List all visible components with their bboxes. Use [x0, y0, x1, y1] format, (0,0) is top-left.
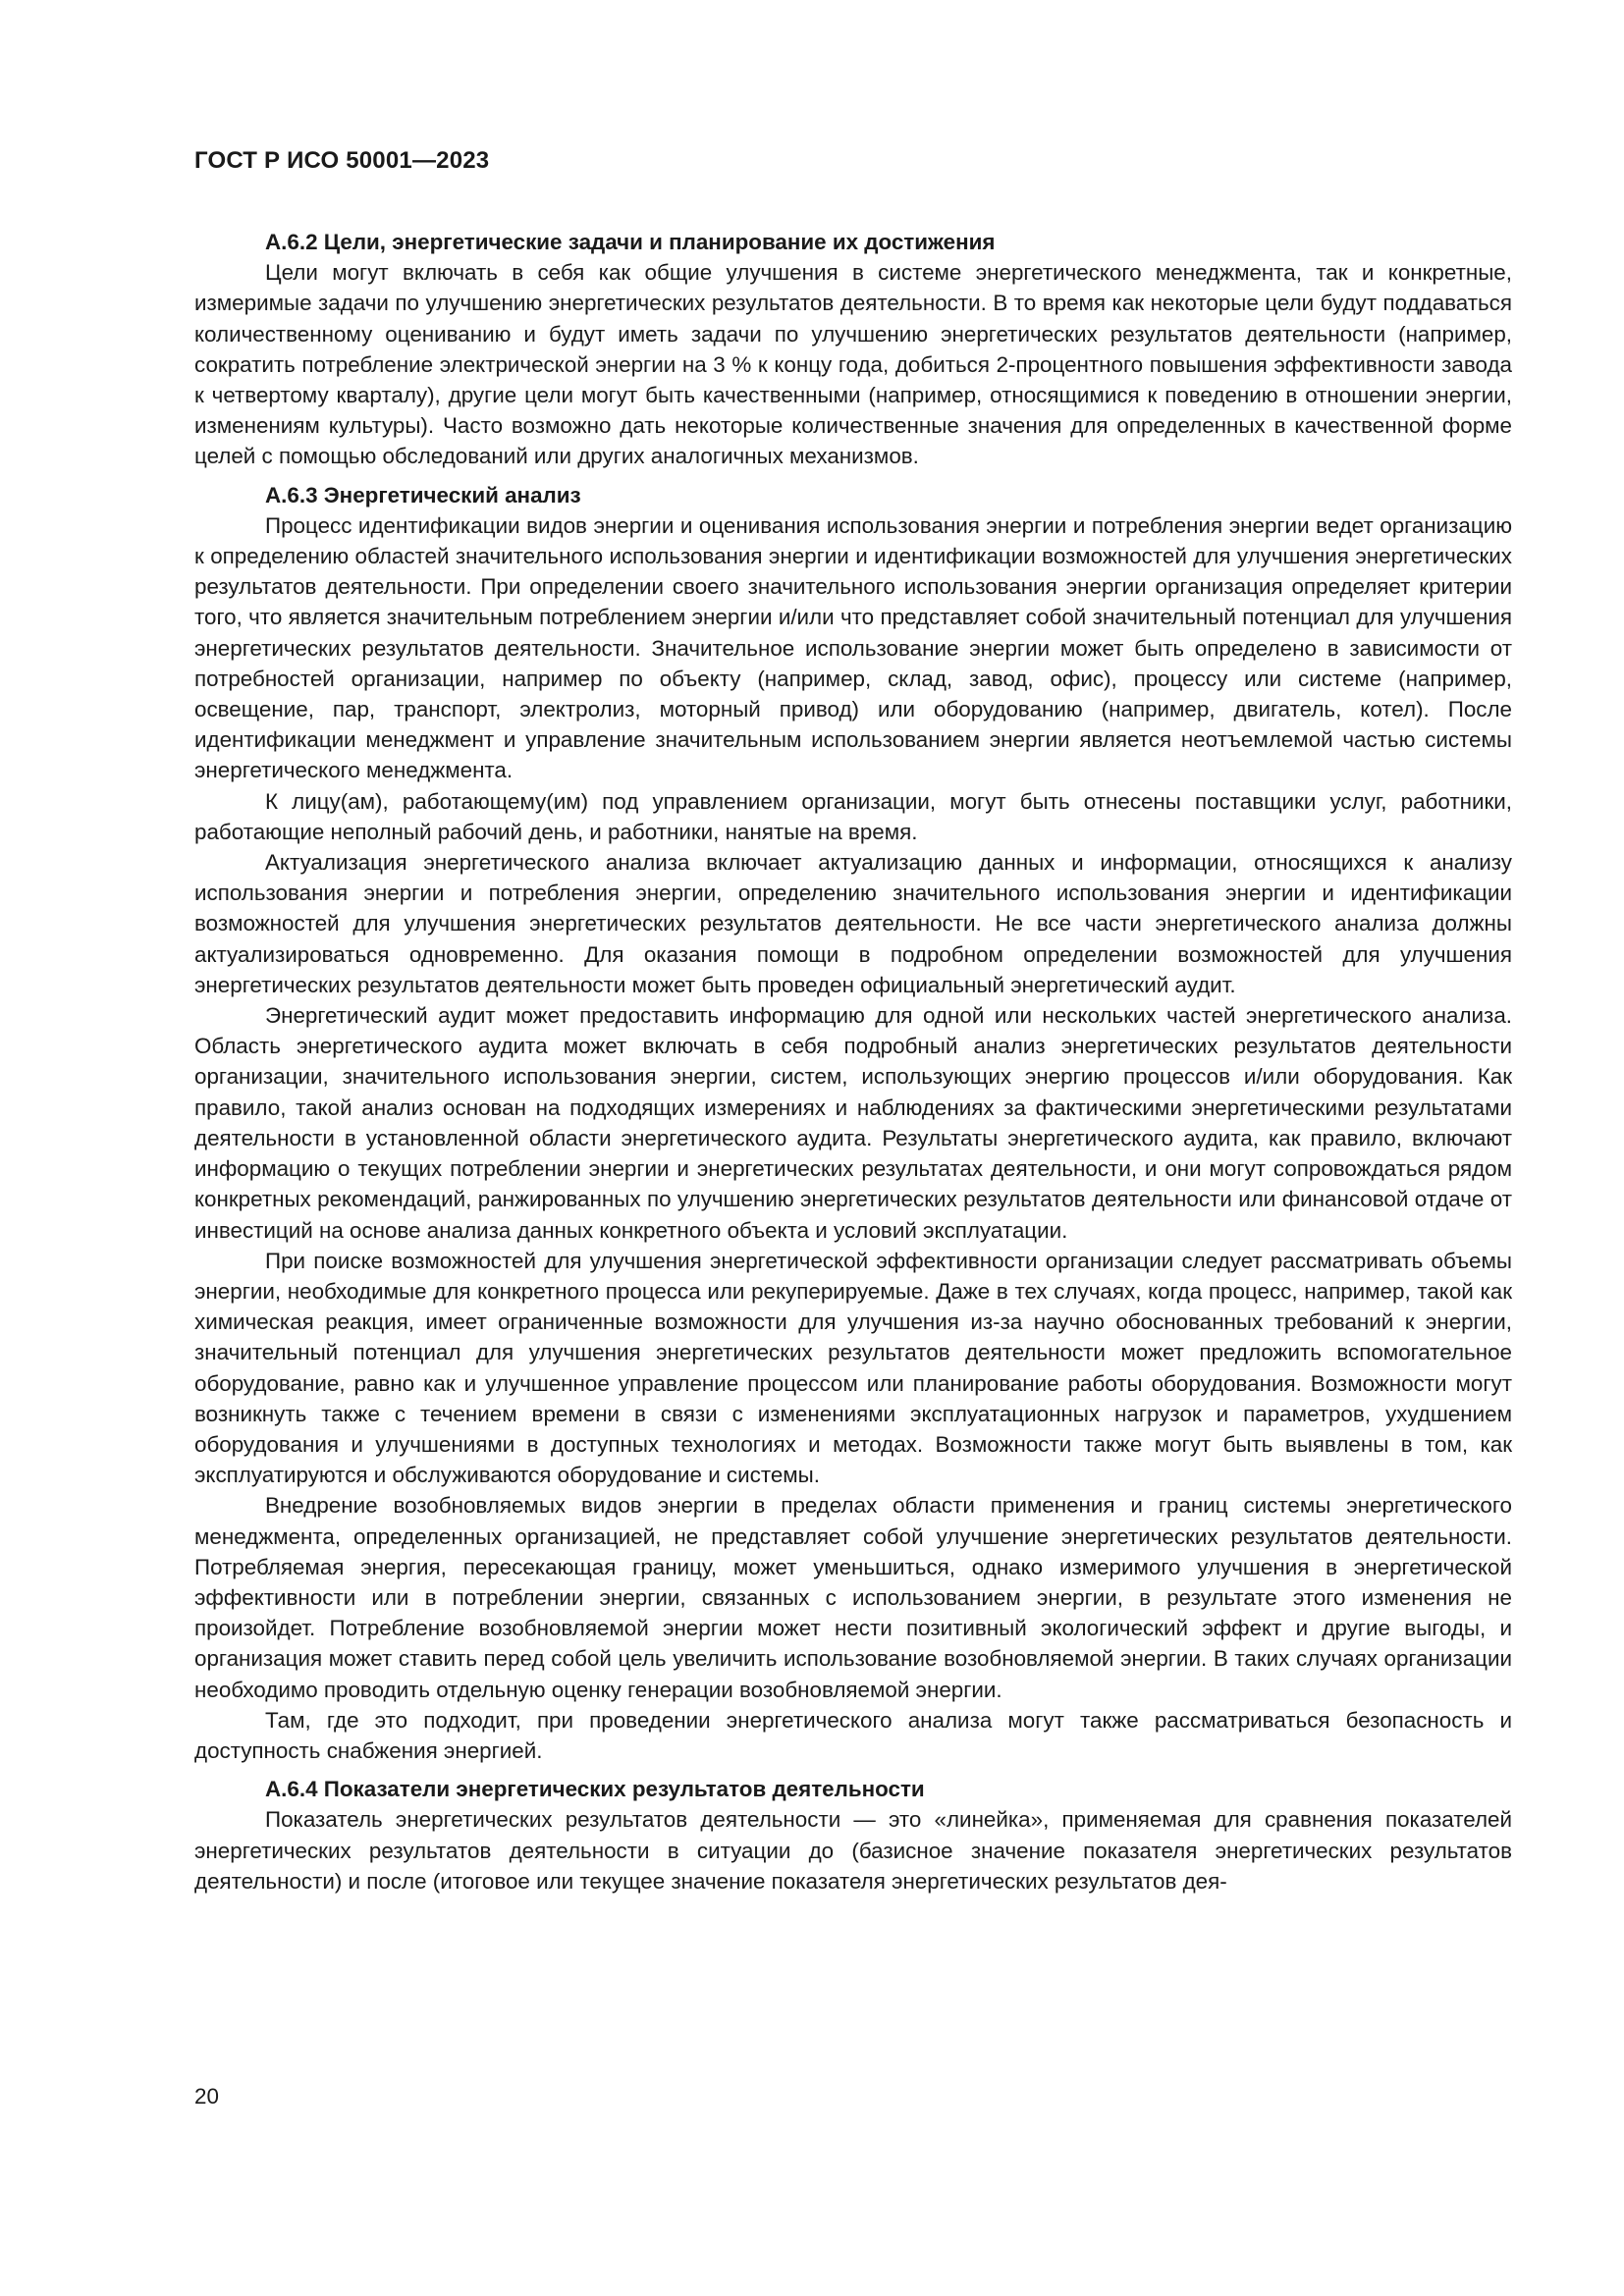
- paragraph: Цели могут включать в себя как общие улучшения в системе энергетического менеджмента, так и конкретные, измеримые задачи по улучшению энергетических результатов деятельности. В то время как некоторые цели будут поддаваться количественному оцениванию и будут иметь задачи по улучшению энергетических результатов деятельности (например, сократить потребление электрической энергии на 3 % к концу года, добиться 2-процентного повышения эффективности завода к четвертому кварталу), другие цели могут быть качественными (например, относящимися к поведению в отношении энергии, изменениям культуры). Часто возможно дать некоторые количественные значения для определенных в качественной форме целей с помощью обследований или других аналогичных механизмов.: [194, 260, 1512, 469]
- section-a-6-2: [194, 227, 1512, 472]
- section-heading: А.6.3 Энергетический анализ: [265, 482, 581, 507]
- paragraph: Процесс идентификации видов энергии и оценивания использования энергии и потребления энергии ведет организацию к определению областей значительного использования энергии и идентификации возможностей для улучшения энергетических результатов деятельности. При определении своего значительного использования энергии организация определяет критерии того, что является значительным потреблением энергии и/или что представляет собой значительный потенциал для улучшения энергетических результатов деятельности. Значительное использование энергии может быть определено в зависимости от потребностей организации, например по объекту (например, склад, завод, офис), процессу или системе (например, освещение, пар, транспорт, электролиз, моторный привод) или оборудованию (например, двигатель, котел). После идентификации менеджмент и управление значительным использованием энергии является неотъемлемой частью системы энергетического менеджмента.: [194, 512, 1512, 783]
- paragraph: Там, где это подходит, при проведении энергетического анализа могут также рассматриваться безопасность и доступность снабжения энергией.: [194, 1707, 1512, 1763]
- page-number: 20: [194, 2084, 219, 2109]
- section-a-6-3: [194, 480, 1512, 1767]
- paragraph: К лицу(ам), работающему(им) под управлением организации, могут быть отнесены поставщики услуг, работники, работающие неполный рабочий день, и работники, нанятые на время.: [194, 788, 1512, 844]
- paragraph: Внедрение возобновляемых видов энергии в пределах области применения и границ системы энергетического менеджмента, определенных организацией, не представляет собой улучшение энергетических результатов деятельности. Потребляемая энергия, пересекающая границу, может уменьшиться, однако измеримого улучшения в энергетической эффективности или в потреблении энергии, связанных с использованием энергии, в результате этого изменения не произойдет. Потребление возобновляемой энергии может нести позитивный экологический эффект и другие выгоды, и организация может ставить перед собой цель увеличить использование возобновляемой энергии. В таких случаях организации необходимо проводить отдельную оценку генерации возобновляемой энергии.: [194, 1493, 1512, 1702]
- section-a-6-4: [194, 1774, 1512, 1896]
- paragraph: При поиске возможностей для улучшения энергетической эффективности организации следует рассматривать объемы энергии, необходимые для конкретного процесса или рекуперируемые. Даже в тех случаях, когда процесс, например, такой как химическая реакция, имеет ограниченные возможности для улучшения из-за научно обоснованных требований к энергии, значительный потенциал для улучшения энергетических результатов деятельности может предложить вспомогательное оборудование, равно как и улучшенное управление процессом или планирование работы оборудования. Возможности могут возникнуть также с течением времени в связи с изменениями эксплуатационных нагрузок и параметров, ухудшением оборудования и улучшениями в доступных технологиях и методах. Возможности также могут быть выявлены в том, как эксплуатируются и обслуживаются оборудование и системы.: [194, 1248, 1512, 1488]
- section-heading: А.6.2 Цели, энергетические задачи и планирование их достижения: [265, 230, 996, 254]
- paragraph: Актуализация энергетического анализа включает актуализацию данных и информации, относящихся к анализу использования энергии и потребления энергии, определению значительного использования энергии и идентификации возможностей для улучшения энергетических результатов деятельности. Не все части энергетического анализа должны актуализироваться одновременно. Для оказания помощи в подробном определении возможностей для улучшения энергетических результатов деятельности может быть проведен официальный энергетический аудит.: [194, 850, 1512, 997]
- paragraph: Показатель энергетических результатов деятельности — это «линейка», применяемая для сравнения показателей энергетических результатов деятельности в ситуации до (базисное значение показателя энергетических результатов деятельности) и после (итоговое или текущее значение показателя энергетических результатов дея-: [194, 1807, 1512, 1894]
- document-standard-title: ГОСТ Р ИСО 50001—2023: [194, 147, 490, 174]
- paragraph: Энергетический аудит может предоставить информацию для одной или нескольких частей энергетического анализа. Область энергетического аудита может включать в себя подробный анализ энергетических результатов деятельности организации, значительного использования энергии, систем, использующих энергию процессов и/или оборудования. Как правило, такой анализ основан на подходящих измерениях и наблюдениях за фактическими энергетическими результатами деятельности в установленной области энергетического аудита. Результаты энергетического аудита, как правило, включают информацию о текущих потреблении энергии и энергетических результатах деятельности, и они могут сопровождаться рядом конкретных рекомендаций, ранжированных по улучшению энергетических результатов деятельности или финансовой отдаче от инвестиций на основе анализа данных конкретного объекта и условий эксплуатации.: [194, 1003, 1512, 1243]
- section-heading: А.6.4 Показатели энергетических результатов деятельности: [265, 1777, 925, 1802]
- document-body: [194, 227, 1512, 1896]
